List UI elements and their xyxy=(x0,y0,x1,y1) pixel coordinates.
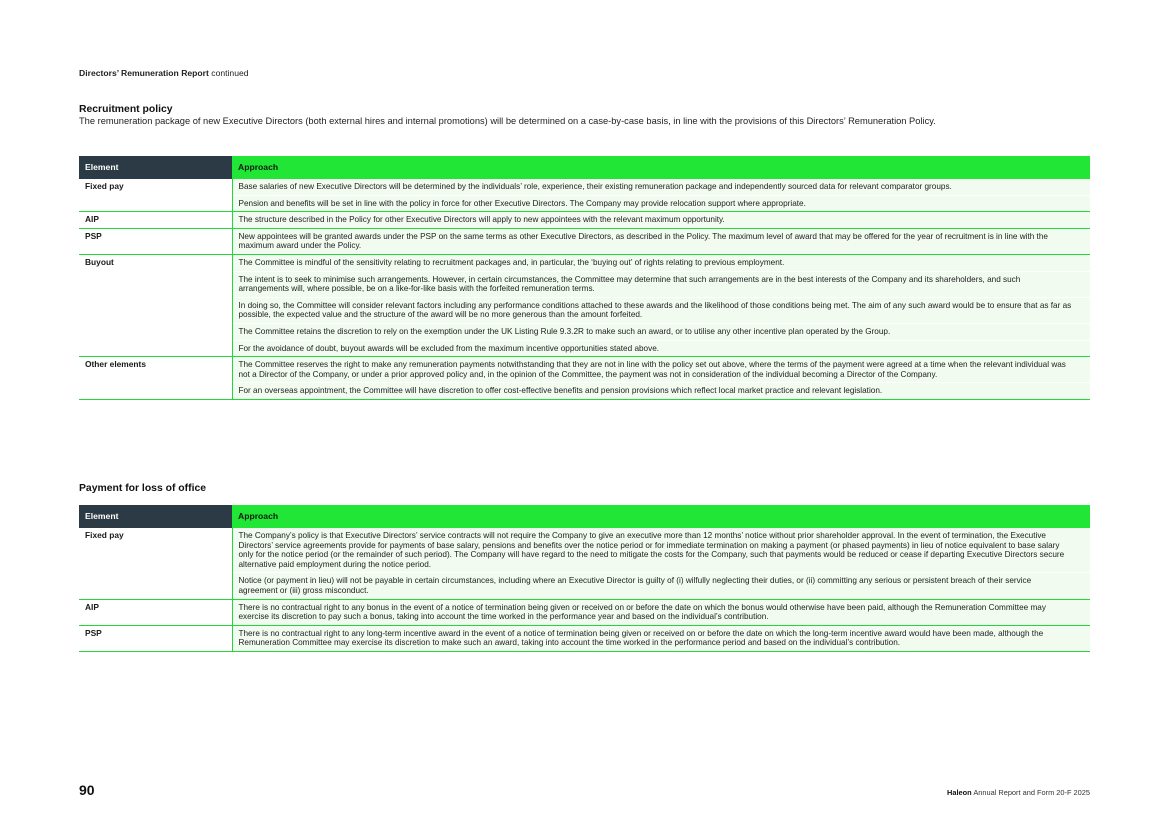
approach-cell xyxy=(232,228,1090,254)
element-cell: PSP xyxy=(79,625,232,651)
table-row xyxy=(79,625,1090,651)
recruitment-table-body xyxy=(79,179,1090,399)
approach-cell xyxy=(232,254,1090,356)
element-cell: AIP xyxy=(79,212,232,229)
approach-paragraph: New appointees will be granted awards under the PSP on the same terms as other Executive Directors, as described in the Policy. The maximum level of award that may be offered for the year of recruitment is in line with the maximum award under the Policy. xyxy=(238,231,1048,251)
recruitment-title: Recruitment policy xyxy=(79,104,173,115)
table-row xyxy=(79,179,1090,212)
approach-paragraph: The Committee is mindful of the sensitivity relating to recruitment packages and, in particular, the ‘buying out’ of rights relating to previous employment. xyxy=(238,257,785,267)
loss-of-office-title: Payment for loss of office xyxy=(79,483,207,494)
element-cell: PSP xyxy=(79,228,232,254)
approach-paragraph: For an overseas appointment, the Committee will have discretion to offer cost-effective benefits and pension provisions which reflect local market practice and relevant legislation. xyxy=(233,382,1091,399)
approach-paragraph: Base salaries of new Executive Directors will be determined by the individuals’ role, experience, their existing remuneration package and independently sourced data for relevant comparator groups. xyxy=(238,182,952,191)
approach-paragraph: The Committee reserves the right to make any remuneration payments notwithstanding that they are not in line with the policy set out above, where the terms of the payment were agreed at a time when the relevant individual was not a Director of the Company, or under a prior approved policy and, in the opinion of the Committee, the payment was not in consideration of the individual becoming a Director of the Company. xyxy=(238,360,1066,379)
column-header-element: Element xyxy=(79,505,232,528)
column-header-approach: Approach xyxy=(232,505,1090,528)
approach-paragraph: The structure described in the Policy for other Executive Directors will apply to new appointees with the relevant maximum opportunity. xyxy=(238,215,725,225)
column-header-approach: Approach xyxy=(232,156,1090,179)
column-header-element: Element xyxy=(79,156,232,179)
report-title: Directors’ Remuneration Report xyxy=(79,68,209,78)
table-row xyxy=(79,599,1090,625)
approach-cell xyxy=(232,179,1090,212)
footer-publication-title: Annual Report and Form 20-F 2025 xyxy=(973,788,1090,797)
approach-paragraph: The Company’s policy is that Executive Directors’ service contracts will not require the Company to give an executive more than 12 months’ notice without prior shareholder approval. In the event of termination, the Executive Directors’ service agreements provide for payments of base salary, pensions and benefits over the notice period or for immediate termination on making a payment (or phased payments) in lieu of notice equivalent to base salary only for the notice period (or the remainder of such period). The Company will have regard to the need to mitigate the costs for the Company, such that payments would be reduced or cease if departing Executive Directors secure alternative paid employment during the notice period. xyxy=(238,531,1065,569)
approach-cell xyxy=(232,212,1090,229)
approach-paragraph: In doing so, the Committee will consider relevant factors including any performance conditions attached to these awards and the likelihood of those conditions being met. The aim of any such award would be to ensure that as far as possible, the expected value and the structure of the award will be no more generous than the amount forfeited. xyxy=(233,297,1091,323)
recruitment-table xyxy=(79,156,1090,400)
table-row xyxy=(79,357,1090,400)
approach-paragraph: For the avoidance of doubt, buyout awards will be excluded from the maximum incentive opportunities stated above. xyxy=(233,340,1091,357)
approach-paragraph: Notice (or payment in lieu) will not be payable in certain circumstances, including where an Executive Director is guilty of (i) wilfully neglecting their duties, or (ii) committing any serious or persistent breach of their service agreement or (iii) gross misconduct. xyxy=(233,572,1091,598)
approach-paragraph: The Committee retains the discretion to rely on the exemption under the UK Listing Rule 9.3.2R to make such an award, or to utilise any other incentive plan operated by the Group. xyxy=(233,323,1091,340)
loss-of-office-table xyxy=(79,505,1090,652)
running-header xyxy=(79,68,249,78)
table-row xyxy=(79,228,1090,254)
approach-cell xyxy=(232,599,1090,625)
recruitment-intro: The remuneration package of new Executive Directors (both external hires and internal promotions) will be determined on a case-by-case basis, in line with the provisions of this Directors’ Remuneration Policy. xyxy=(79,116,936,126)
approach-paragraph: Pension and benefits will be set in line with the policy in force for other Executive Directors. The Company may provide relocation support where appropriate. xyxy=(233,195,1091,212)
approach-paragraph: There is no contractual right to any bonus in the event of a notice of termination being given or received on or before the date on which the bonus would otherwise have been paid, although the Remuneration Committee may exercise its discretion to pay such a bonus, taking into account the time worked in the performance year and based on the individual’s contribution. xyxy=(238,602,1046,622)
element-cell: Buyout xyxy=(79,254,232,356)
element-cell: Fixed pay xyxy=(79,528,232,599)
report-title-suffix: continued xyxy=(211,68,249,78)
page-number: 90 xyxy=(79,782,95,798)
approach-cell xyxy=(232,625,1090,651)
element-cell: AIP xyxy=(79,599,232,625)
approach-cell xyxy=(232,528,1090,599)
table-row xyxy=(79,212,1090,229)
table-row xyxy=(79,528,1090,599)
footer-brand: Haleon xyxy=(947,788,972,797)
approach-paragraph: There is no contractual right to any long-term incentive award in the event of a notice of termination being given or received on or before the date on which the long-term incentive award would have been made, although the Remuneration Committee may exercise its discretion to make such an award, taking into account the time worked in the performance period and based on the individual’s contribution. xyxy=(238,628,1044,648)
element-cell: Other elements xyxy=(79,357,232,400)
recruitment-section xyxy=(79,104,1090,127)
loss-of-office-table-body xyxy=(79,528,1090,651)
approach-paragraph: The intent is to seek to minimise such arrangements. However, in certain circumstances, the Committee may determine that such arrangements are in the best interests of the Company and its shareholders, and such arrangements will, where possible, be on a like-for-like basis with the forfeited remuneration terms. xyxy=(233,271,1091,297)
table-row xyxy=(79,254,1090,356)
approach-cell xyxy=(232,357,1090,400)
element-cell: Fixed pay xyxy=(79,179,232,212)
footer-publication xyxy=(947,788,1090,797)
